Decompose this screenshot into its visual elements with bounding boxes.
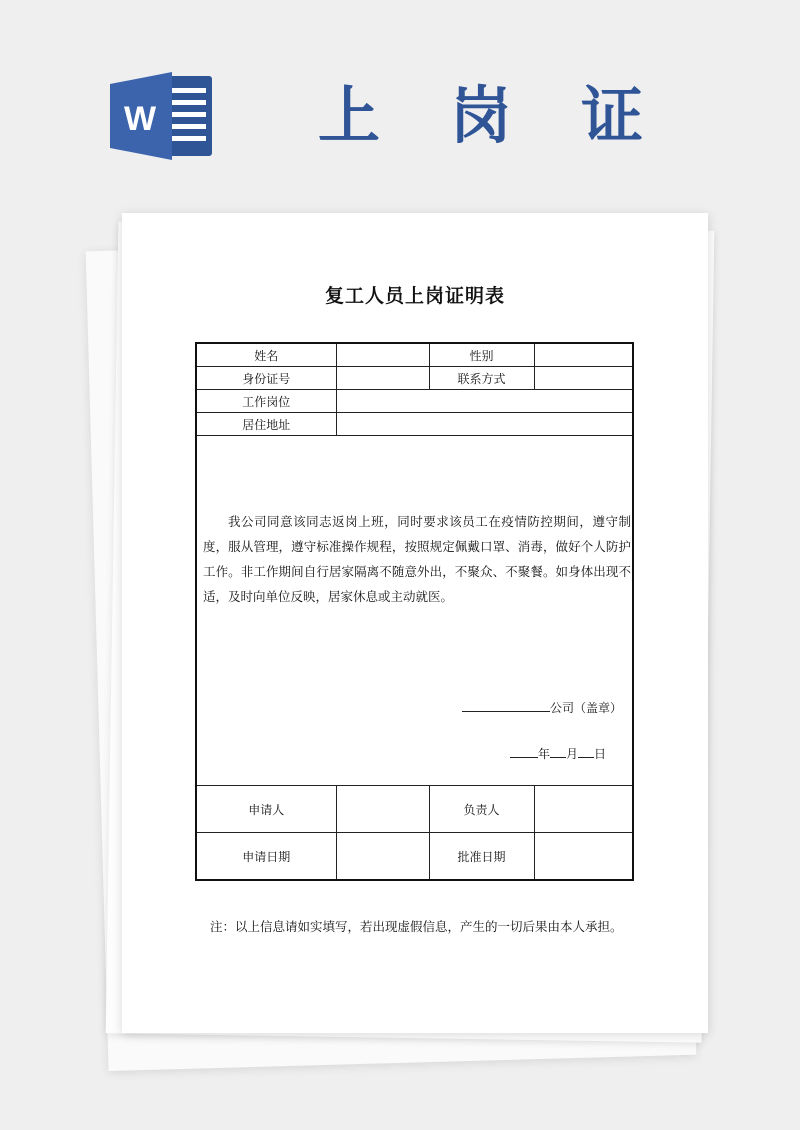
company-name-blank[interactable]	[462, 699, 550, 712]
id-number-label: 身份证号	[196, 367, 336, 390]
position-value-cell[interactable]	[336, 390, 633, 413]
certificate-form-table	[195, 342, 634, 881]
approval-date-value-cell[interactable]	[534, 833, 633, 881]
responsible-person-label: 负责人	[429, 786, 534, 833]
applicant-value-cell[interactable]	[336, 786, 429, 833]
applicant-label: 申请人	[196, 786, 336, 833]
table-row	[196, 436, 633, 786]
month-label: 月	[565, 747, 578, 761]
contact-label: 联系方式	[429, 367, 534, 390]
day-blank[interactable]	[578, 745, 594, 758]
statement-text: 我公司同意该同志返岗上班，同时要求该员工在疫情防控期间，遵守制度，服从管理，遵守标准操作规程，按照规定佩戴口罩、消毒，做好个人防护工作。非工作期间自行居家隔离不随意外出，不聚众、不聚餐。如身体出现不适，及时向单位反映，居家休息或主动就医。	[203, 514, 631, 604]
month-blank[interactable]	[550, 745, 566, 758]
application-date-label: 申请日期	[196, 833, 336, 881]
date-line	[510, 745, 606, 762]
gender-label: 性别	[429, 343, 534, 367]
company-seal-line	[462, 699, 622, 716]
statement-cell	[196, 436, 633, 786]
responsible-person-value-cell[interactable]	[534, 786, 633, 833]
table-row	[196, 786, 633, 833]
table-row	[196, 390, 633, 413]
address-label: 居住地址	[196, 413, 336, 436]
header-title: 上 岗 证	[318, 79, 668, 152]
table-row	[196, 833, 633, 881]
year-blank[interactable]	[510, 745, 538, 758]
contact-value-cell[interactable]	[534, 367, 633, 390]
address-value-cell[interactable]	[336, 413, 633, 436]
table-row	[196, 343, 633, 367]
year-label: 年	[537, 747, 550, 761]
table-row	[196, 413, 633, 436]
page-header	[0, 0, 800, 200]
company-seal-label: 公司（盖章）	[549, 701, 622, 715]
document-title: 复工人员上岗证明表	[324, 285, 505, 307]
document-page	[122, 213, 708, 1033]
name-value-cell[interactable]	[336, 343, 429, 367]
gender-value-cell[interactable]	[534, 343, 633, 367]
id-number-value-cell[interactable]	[336, 367, 429, 390]
word-logo-letter: W	[123, 100, 157, 138]
footnote: 注：以上信息请如实填写，若出现虚假信息，产生的一切后果由本人承担。	[210, 919, 623, 934]
application-date-value-cell[interactable]	[336, 833, 429, 881]
name-label: 姓名	[196, 343, 336, 367]
position-label: 工作岗位	[196, 390, 336, 413]
approval-date-label: 批准日期	[429, 833, 534, 881]
table-row	[196, 367, 633, 390]
day-label: 日	[593, 747, 606, 761]
word-document-icon	[110, 72, 214, 160]
